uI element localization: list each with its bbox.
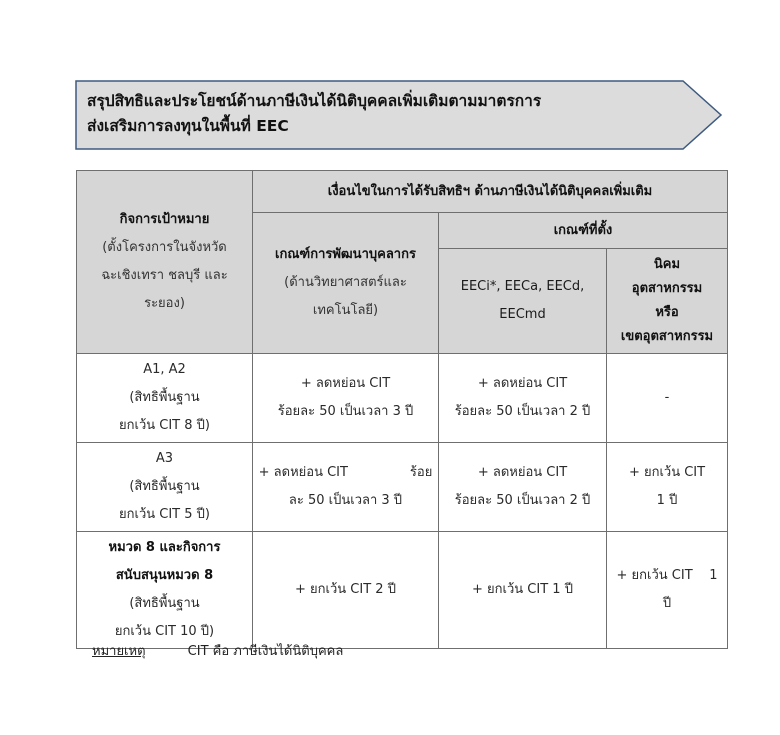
benefit-line: - bbox=[664, 390, 670, 405]
target-header-sub: ระยอง) bbox=[144, 296, 185, 311]
hr-header-title: เกณฑ์การพัฒนาบุคลากร bbox=[275, 247, 416, 262]
target-detail: (สิทธิพื้นฐาน bbox=[129, 596, 200, 611]
hr-header-sub: (ด้านวิทยาศาสตร์และ bbox=[284, 275, 407, 290]
target-header-sub: ฉะเชิงเทรา ชลบุรี และ bbox=[101, 268, 228, 283]
benefit-line: ร้อยละ 50 เป็นเวลา 2 ปี bbox=[454, 493, 591, 508]
eec-header-line: EECi*, EECa, EECd, bbox=[460, 279, 585, 294]
benefit-line: + ลดหย่อน CIT bbox=[477, 465, 568, 480]
estate-benefit-cell bbox=[607, 532, 728, 649]
table-row bbox=[77, 443, 728, 532]
target-header-sub: (ตั้งโครงการในจังหวัด bbox=[102, 240, 227, 255]
target-code: A1, A2 bbox=[143, 362, 186, 377]
location-criteria-header: เกณฑ์ที่ตั้ง bbox=[439, 213, 728, 249]
hr-benefit-cell bbox=[253, 532, 439, 649]
footnote bbox=[92, 640, 343, 661]
industrial-estate-header bbox=[607, 249, 728, 354]
benefit-line: ร้อยละ 50 เป็นเวลา 3 ปี bbox=[277, 404, 414, 419]
benefit-line: + ลดหย่อน CIT bbox=[300, 376, 391, 391]
benefit-line: ร้อยละ 50 เป็นเวลา 2 ปี bbox=[454, 404, 591, 419]
benefit-line: + ลดหย่อน CIT bbox=[477, 376, 568, 391]
target-code: หมวด 8 และกิจการ bbox=[108, 540, 221, 555]
target-code: สนับสนุนหมวด 8 bbox=[115, 568, 214, 583]
target-cell bbox=[77, 532, 253, 649]
estate-header-line: อุตสาหกรรม bbox=[631, 281, 703, 296]
footnote-text: CIT คือ ภาษีเงินได้นิติบุคคล bbox=[187, 644, 344, 659]
eec-zones-header bbox=[439, 249, 607, 354]
page-title bbox=[87, 89, 667, 139]
benefit-line: + ยกเว้น CIT 2 ปี bbox=[295, 582, 396, 597]
eec-benefit-cell bbox=[439, 354, 607, 443]
conditions-header: เงื่อนไขในการได้รับสิทธิฯ ด้านภาษีเงินได้นิติบุคคลเพิ่มเติม bbox=[253, 171, 728, 213]
estate-benefit-cell bbox=[607, 354, 728, 443]
target-detail: (สิทธิพื้นฐาน bbox=[129, 390, 200, 405]
table-row bbox=[77, 532, 728, 649]
target-cell bbox=[77, 443, 253, 532]
hr-development-header bbox=[253, 213, 439, 354]
title-line-1: สรุปสิทธิและประโยชน์ด้านภาษีเงินได้นิติบุคคลเพิ่มเติมตามมาตรการ bbox=[87, 92, 542, 110]
title-banner bbox=[75, 80, 723, 150]
hr-benefit-cell bbox=[253, 443, 439, 532]
estate-header-line: เขตอุตสาหกรรม bbox=[620, 329, 714, 344]
target-detail: (สิทธิพื้นฐาน bbox=[129, 479, 200, 494]
target-business-header bbox=[77, 171, 253, 354]
estate-header-line: หรือ bbox=[655, 305, 679, 320]
eec-benefit-cell bbox=[439, 532, 607, 649]
benefit-line: 1 ปี bbox=[656, 493, 678, 508]
benefit-line: + ยกเว้น CIT 1 ปี bbox=[472, 582, 573, 597]
target-detail: ยกเว้น CIT 10 ปี) bbox=[114, 624, 215, 639]
target-cell bbox=[77, 354, 253, 443]
title-line-2: ส่งเสริมการลงทุนในพื้นที่ EEC bbox=[87, 117, 289, 135]
table-row bbox=[77, 354, 728, 443]
hr-header-sub: เทคโนโลยี) bbox=[312, 303, 379, 318]
benefit-line: + ยกเว้น CIT bbox=[628, 465, 706, 480]
target-detail: ยกเว้น CIT 5 ปี) bbox=[119, 507, 210, 522]
benefit-line: + ยกเว้น CIT 1 bbox=[616, 568, 718, 583]
benefit-line: + ลดหย่อน CIT ร้อย bbox=[258, 465, 433, 480]
footnote-label: หมายเหตุ bbox=[92, 644, 146, 659]
benefit-line: ปี bbox=[662, 596, 672, 611]
estate-header-line: นิคม bbox=[653, 257, 681, 272]
target-detail: ยกเว้น CIT 8 ปี) bbox=[119, 418, 210, 433]
eec-header-line: EECmd bbox=[499, 307, 546, 322]
eec-benefit-cell bbox=[439, 443, 607, 532]
benefits-table bbox=[76, 170, 728, 649]
estate-benefit-cell bbox=[607, 443, 728, 532]
target-code: A3 bbox=[155, 451, 174, 466]
target-header-title: กิจการเป้าหมาย bbox=[119, 212, 210, 227]
benefit-line: ละ 50 เป็นเวลา 3 ปี bbox=[288, 493, 403, 508]
hr-benefit-cell bbox=[253, 354, 439, 443]
